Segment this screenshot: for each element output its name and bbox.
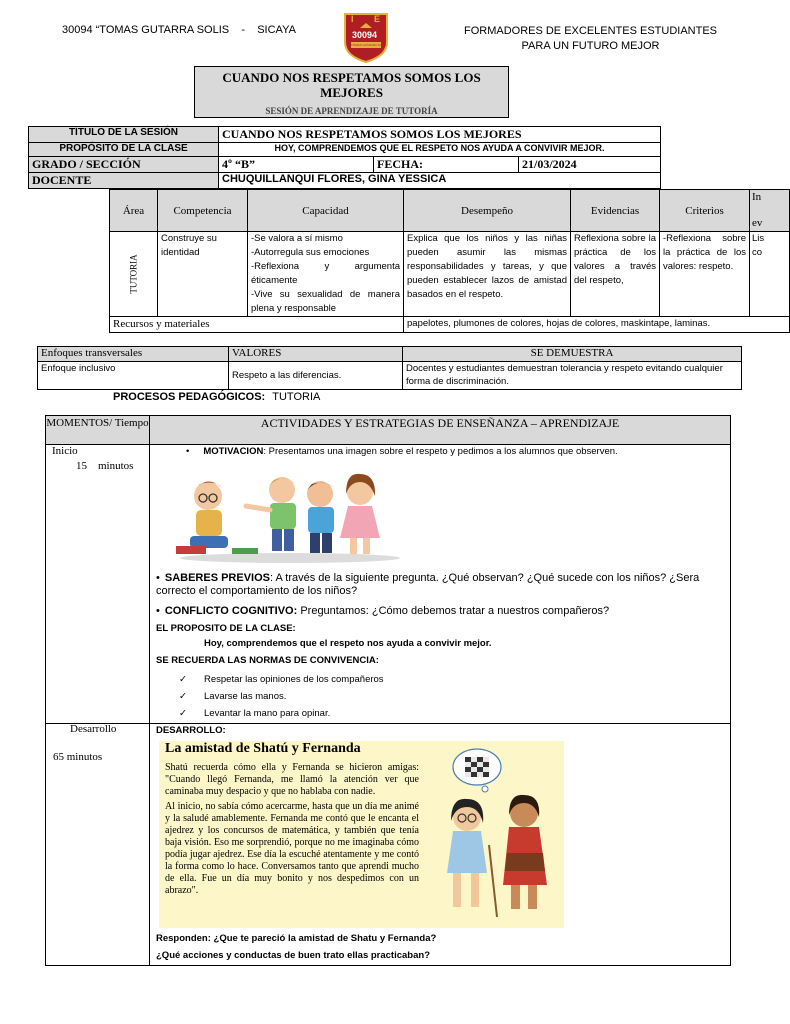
session-info-table <box>28 126 661 189</box>
docente-value: CHUQUILLANQUI FLORES, GINA YESSICA <box>219 173 661 189</box>
question-1: Responden: ¿Que te pareció la amistad de Shatu y Fernanda? <box>156 933 437 944</box>
grado-value: 4º “B” <box>219 157 374 173</box>
norma-text: Respetar las opiniones de los compañeros <box>204 674 384 685</box>
enfoque-value: Enfoque inclusivo <box>38 362 229 390</box>
demuestra-header: SE DEMUESTRA <box>403 347 742 362</box>
col-desempeno: Desempeño <box>404 190 571 232</box>
respect-kids-illustration <box>170 466 410 564</box>
saberes-previos <box>156 572 726 598</box>
col-competencia: Competencia <box>158 190 248 232</box>
check-icon: ✓ <box>179 708 187 719</box>
col-area: Área <box>110 190 158 232</box>
competency-table-wrap <box>109 189 768 334</box>
instrumento-line: Lis <box>752 233 765 244</box>
session-title: CUANDO NOS RESPETAMOS SOMOS LOS MEJORES <box>222 70 481 100</box>
desempeno-value: Explica que los niños y las niñas pueden asumir las mismas responsabilidades y tareas, y que pueden establecer lazos de amistad basados en el respeto. <box>404 232 571 317</box>
col-instrumento <box>750 190 790 232</box>
area-cell <box>110 232 158 317</box>
valor-value: Respeto a las diferencias. <box>229 362 403 390</box>
title-box <box>194 66 509 118</box>
competencia-value: Construye su identidad <box>158 232 248 317</box>
conflicto-label: CONFLICTO COGNITIVO: <box>164 605 298 617</box>
procesos-label: PROCESOS PEDAGÓGICOS: <box>113 391 266 403</box>
normas-label: SE RECUERDA LAS NORMAS DE CONVIVENCIA: <box>156 655 379 666</box>
procesos-value: TUTORIA <box>272 391 321 403</box>
fecha-label: FECHA: <box>374 157 519 173</box>
actividades-header: ACTIVIDADES Y ESTRATEGIAS DE ENSEÑANZA – APRENDIZAJE <box>260 416 620 430</box>
criterios-value: -Reflexiona sobre la práctica de los valores: respeto. <box>660 232 750 317</box>
motto-line-1: FORMADORES DE EXCELENTES ESTUDIANTES <box>463 25 718 37</box>
desarrollo-time: 65 minutos <box>53 751 103 763</box>
competency-table <box>109 189 790 333</box>
norma-item <box>179 671 384 688</box>
bullet: • <box>156 605 160 617</box>
conflicto-cognitivo <box>156 605 726 617</box>
grado-label: GRADO / SECCIÓN <box>29 157 219 173</box>
capacidad-item: -Autorregula sus emociones <box>251 247 370 258</box>
norma-text: Lavarse las manos. <box>204 691 287 702</box>
area-value: TUTORIA <box>128 253 139 294</box>
titulo-label: TÍTULO DE LA SESIÓN <box>29 127 219 143</box>
desarrollo-content-label: DESARROLLO: <box>156 725 226 736</box>
motto-line-2: PARA UN FUTURO MEJOR <box>521 40 660 52</box>
inicio-time: 15 minutos <box>76 460 134 472</box>
school-motto <box>458 24 723 54</box>
valores-header: VALORES <box>229 347 403 362</box>
motivacion-label: MOTIVACION <box>203 446 264 457</box>
recursos-value: papelotes, plumones de colores, hojas de colores, maskintape, laminas. <box>404 317 790 333</box>
capacidades-cell <box>248 232 404 317</box>
capacidad-item: -Vive su sexualidad de manera plena y responsable <box>251 289 400 314</box>
col-criterios: Criterios <box>660 190 750 232</box>
instrumento-line: co <box>752 247 763 258</box>
fecha-value: 21/03/2024 <box>519 157 661 173</box>
recursos-label: Recursos y materiales <box>110 317 404 333</box>
saberes-label: SABERES PREVIOS <box>164 572 270 584</box>
demuestra-value: Docentes y estudiantes demuestran tolerancia y respeto evitando cualquier forma de discriminación. <box>403 362 742 390</box>
story-text <box>165 762 419 897</box>
capacidad-item: -Reflexiona y argumenta éticamente <box>251 261 400 286</box>
col-evidencias: Evidencias <box>571 190 660 232</box>
crest-number: 30094 <box>352 30 378 40</box>
story-panel <box>159 741 564 928</box>
norma-item <box>179 688 384 705</box>
row-divider <box>46 723 730 724</box>
column-divider <box>149 416 150 965</box>
crest-letter-e: E <box>374 14 381 24</box>
activities-table <box>45 415 731 966</box>
story-title: La amistad de Shatú y Fernanda <box>165 741 361 756</box>
col-instrumento-extra: ev <box>752 217 763 229</box>
instrumento-cell <box>750 232 790 317</box>
school-name: 30094 “TOMAS GUTARRA SOLIS - SICAYA <box>62 24 296 36</box>
story-paragraph-2: Al inicio, no sabía cómo acercarme, hasta que un día me animé y la saludé amablemente. Fernanda me contó que le encanta el ajedrez y los concursos de matemática, y también que tenía baja visión. Eso me sorprendió, porque no me imaginaba cómo podía jugar ajedrez. Ese día la escuché atentamente y me contó la forma como lo hace. Conversamos tanto que aprendi mucho de ella. Fue un día muy bonito y nos despedimos con un abrazo". <box>165 801 419 896</box>
school-crest <box>343 12 389 64</box>
bullet: • <box>156 572 160 584</box>
col-capacidad: Capacidad <box>248 190 404 232</box>
proposito-clase-text: Hoy, comprendemos que el respeto nos ayuda a convivir mejor. <box>204 638 492 649</box>
capacidad-item: -Se valora a sí mismo <box>251 233 343 244</box>
evidencias-value: Reflexiona sobre la práctica de los valores a través del respeto, <box>571 232 660 317</box>
momentos-header: MOMENTOS/ Tiempo <box>46 417 149 429</box>
proposito-clase-label: EL PROPOSITO DE LA CLASE: <box>156 623 296 634</box>
motivacion-text: : Presentamos una imagen sobre el respeto y pedimos a los alumnos que observen. <box>263 446 618 457</box>
enfoques-table <box>37 346 742 390</box>
proposito-label: PROPÓSITO DE LA CLASE <box>29 143 219 157</box>
inicio-label: Inicio <box>52 445 78 457</box>
check-icon: ✓ <box>179 691 187 702</box>
enfoques-header: Enfoques transversales <box>38 347 229 362</box>
crest-ribbon: TOMAS GUTARRA SOLIS <box>351 43 387 47</box>
story-paragraph-1: Shatú recuerda cómo ella y Fernanda se hicieron amigas: "Cuando llegó Fernanda, me llamó la atención ver que caminaba muy despacio y que no hablaba con nadie. <box>165 762 419 797</box>
two-girls-illustration <box>429 745 561 925</box>
crest-letter-i: I <box>351 14 354 24</box>
docente-label: DOCENTE <box>29 173 219 189</box>
session-subtitle: SESIÓN DE APRENDIZAJE DE TUTORÍA <box>265 106 438 116</box>
col-instrumento-label: In <box>752 191 762 203</box>
motivacion-line <box>186 446 726 457</box>
procesos-line <box>113 391 320 403</box>
proposito-value: HOY, COMPRENDEMOS QUE EL RESPETO NOS AYUDA A CONVIVIR MEJOR. <box>219 143 661 157</box>
bullet: • <box>186 446 190 457</box>
conflicto-text: Preguntamos: ¿Cómo debemos tratar a nuestros compañeros? <box>297 605 610 617</box>
norma-item <box>179 705 384 722</box>
check-icon: ✓ <box>179 674 187 685</box>
question-2: ¿Qué acciones y conductas de buen trato ellas practicaban? <box>156 950 430 961</box>
normas-list <box>179 671 384 722</box>
titulo-value: CUANDO NOS RESPETAMOS SOMOS LOS MEJORES <box>219 127 661 143</box>
saberes-text: : A través de la siguiente pregunta. ¿Qué observan? ¿Qué sucede con los niños? ¿Sera correcto el comportamiento de los niños? <box>156 572 700 597</box>
norma-text: Levantar la mano para opinar. <box>204 708 331 719</box>
desarrollo-label: Desarrollo <box>70 723 117 735</box>
